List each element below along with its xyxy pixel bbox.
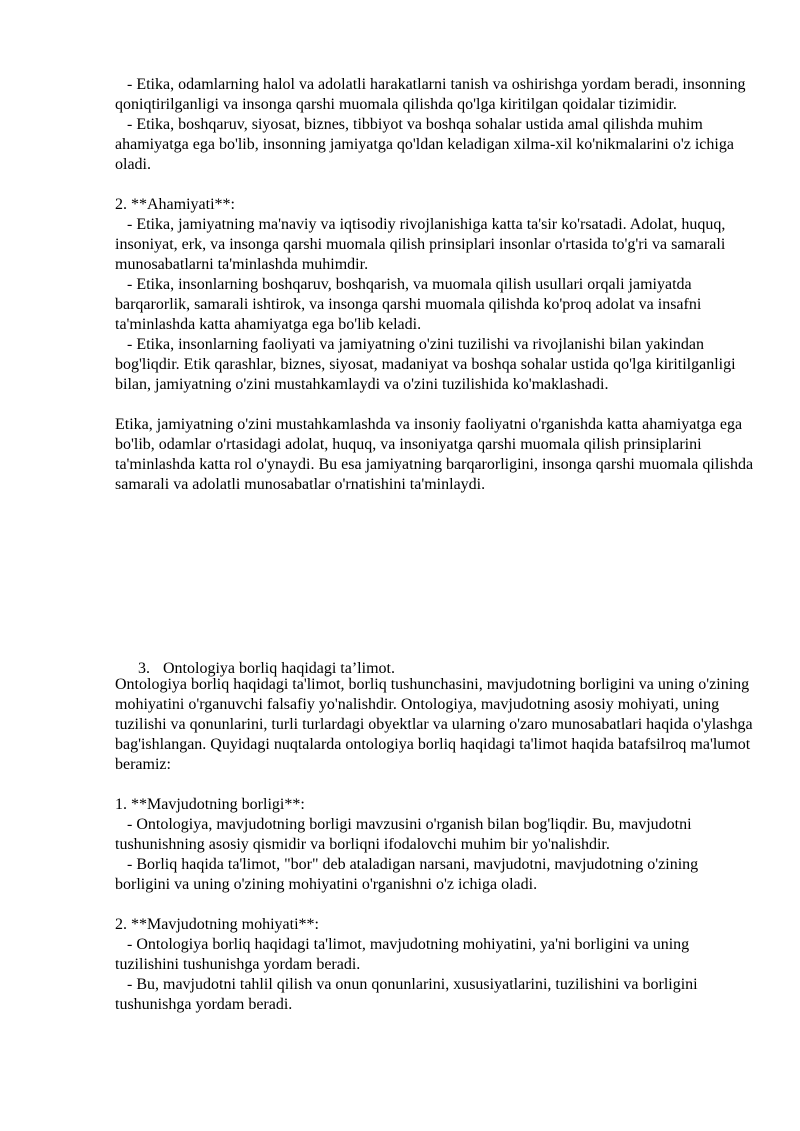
ontology-section-text: Ontologiya borliq haqidagi ta'limot, borliq tushunchasini, mavjudotning borligini va uning o'zining mohiyatini o'rganuvchi falsafiy yo'nalishdir. Ontologiya, mavjudotning asosiy mohiyati, uning tuzilishi va qonunlarini, turli turlardagi obyektlar va ularning o'zaro munosabatlari haqida o'ylashga bag'ishlangan. Quyidagi nuqtalarda ontologiya borliq haqidagi ta'limot haqida batafsilroq ma'lumot beramiz: 1. **Mavjudotning borligi**: - Ontologiya, mavjudotning borligi mavzusini o'rganish bilan bog'liqdir. Bu, mavjudotni tushunishning asosiy qismidir va borliqni ifodalovchi muhim bir yo'nalishdir. - Borliq haqida ta'limot, "bor" deb ataladigan narsani, mavjudotni, mavjudotning o'zining borligini va uning o'zining mohiyatini o'rganishni o'z ichiga oladi. 2. **Mavjudotning mohiyati**: - Ontologiya borliq haqidagi ta'limot, mavjudotning mohiyatini, ya'ni borligini va uning tuzilishini tushunishga yordam beradi. - Bu, mavjudotni tahlil qilish va onun qonunlarini, xususiyatlarini, tuzilishini va borligini tushunishga yordam beradi. — [115, 676, 753, 1013]
section-number: 3. — [138, 660, 150, 677]
ethics-section-text: - Etika, odamlarning halol va adolatli harakatlarni tanish va oshirishga yordam beradi, insonning qoniqtirilganligi va insonga qarshi muomala qilishda qo'lga kiritilgan qoidalar tizimidir. - Etika, boshqaruv, siyosat, biznes, tibbiyot va boshqa sohalar ustida amal qilishda muhim ahamiyatga ega bo'lib, insonning jamiyatga qo'ldan keladigan xilma-xil ko'nikmalarini o'z ichiga oladi. 2. **Ahamiyati**: - Etika, jamiyatning ma'naviy va iqtisodiy rivojlanishiga katta ta'sir ko'rsatadi. Adolat, huquq, insoniyat, erk, va insonga qarshi muomala qilish prinsiplari insonlar o'rtasida to'g'ri va samarali munosabatlarni ta'minlashda muhimdir. - Etika, insonlarning boshqaruv, boshqarish, va muomala qilish usullari orqali jamiyatda barqarorlik, samarali ishtirok, va insonga qarshi muomala qilishda ko'proq adolat va insafni ta'minlashda katta ahamiyatga ega bo'lib keladi. - Etika, insonlarning faoliyati va jamiyatning o'zini tuzilishi va rivojlanishi bilan yakindan bog'liqdir. Etik qarashlar, biznes, siyosat, madaniyat va boshqa sohalar ustida qo'lga kiritilganligi bilan, jamiyatning o'zini mustahkamlaydi va o'zini tuzilishida ko'maklashadi. Etika, jamiyatning o'zini mustahkamlashda va insoniy faoliyatni o'rganishda katta ahamiyatga ega bo'lib, odamlar o'rtasidagi adolat, huquq, va insoniyatga qarshi muomala qilish prinsiplarini ta'minlashda katta rol o'ynaydi. Bu esa jamiyatning barqarorligini, insonga qarshi muomala qilishda samarali va adolatli munosabatlar o'rnatishini ta'minlaydi. — [115, 76, 754, 493]
section-title: Ontologiya borliq haqidagi ta’limot. — [163, 660, 395, 677]
